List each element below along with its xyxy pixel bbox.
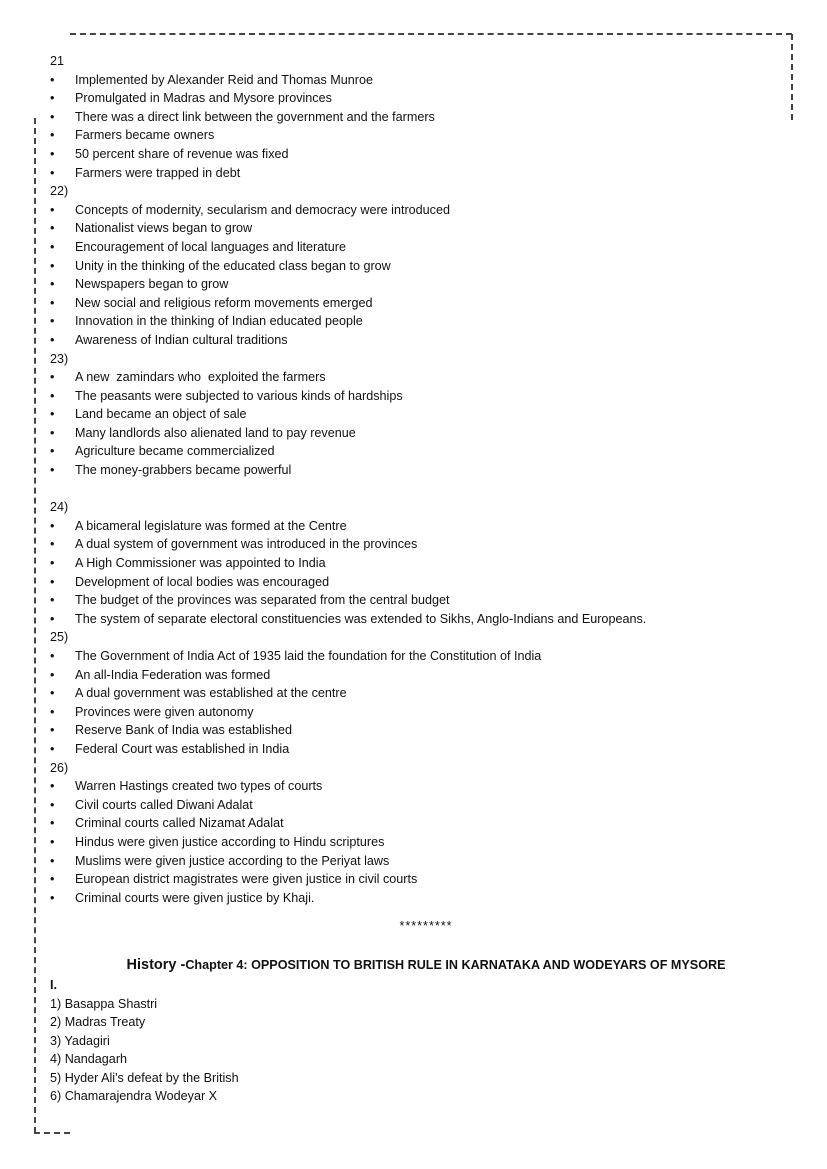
bullet-item	[50, 814, 770, 833]
bullet-icon: •	[50, 388, 55, 403]
bullet-text: The Government of India Act of 1935 laid the foundation for the Constitution of India	[75, 649, 542, 663]
bullet-item	[50, 424, 770, 443]
bullet-item	[50, 71, 770, 90]
bullet-icon: •	[50, 890, 55, 905]
bullet-item	[50, 647, 770, 666]
bullet-item	[50, 201, 770, 220]
bullet-text: Nationalist views began to grow	[75, 221, 253, 236]
bullet-text: Muslims were given justice according to the Periyat laws	[75, 853, 390, 868]
bullet-item	[50, 610, 770, 629]
bullet-icon: •	[50, 574, 55, 589]
bullet-icon: •	[50, 295, 55, 310]
bullet-icon: •	[50, 370, 55, 385]
bullet-text: Criminal courts were given justice by Khaji.	[75, 890, 315, 905]
bullet-icon: •	[50, 128, 55, 143]
bullet-text: Hindus were given justice according to Hindu scriptures	[75, 834, 385, 849]
bullet-icon: •	[50, 258, 55, 273]
chapter-title: Chapter 4: OPPOSITION TO BRITISH RULE IN KARNATAKA AND WODEYARS OF MYSORE	[185, 957, 726, 972]
bullet-text: The peasants were subjected to various kinds of hardships	[75, 388, 403, 403]
bullet-text: Civil courts called Diwani Adalat	[75, 797, 253, 812]
bullet-text: The system of separate electoral constituencies was extended to Sikhs, Anglo-Indians and Europeans.	[75, 611, 647, 626]
bullet-icon: •	[50, 686, 55, 701]
bullet-text: The budget of the provinces was separated from the central budget	[75, 593, 450, 608]
bullet-item	[50, 740, 770, 759]
bullet-text: Concepts of modernity, secularism and democracy were introduced	[75, 202, 450, 217]
answer-item: 3) Yadagiri	[50, 1033, 110, 1048]
bullet-item	[50, 852, 770, 871]
bullet-text: European district magistrates were given justice in civil courts	[75, 872, 418, 887]
bullet-item	[50, 591, 770, 610]
bullet-text: Awareness of Indian cultural traditions	[75, 332, 288, 347]
bullet-icon: •	[50, 556, 55, 571]
bullet-icon: •	[50, 797, 55, 812]
bullet-icon: •	[50, 239, 55, 254]
bullet-icon: •	[50, 407, 55, 422]
bullet-icon: •	[50, 425, 55, 440]
bullet-text: A new zamindars who exploited the farmers	[75, 370, 326, 385]
bullet-item	[50, 89, 770, 108]
bullet-icon: •	[50, 779, 55, 794]
bullet-item	[50, 126, 770, 145]
bullet-item	[50, 666, 770, 685]
bullet-text: There was a direct link between the government and the farmers	[75, 109, 435, 124]
bullet-icon: •	[50, 332, 55, 347]
answer-item: 6) Chamarajendra Wodeyar X	[50, 1089, 218, 1104]
answer-item: 5) Hyder Ali's defeat by the British	[50, 1070, 239, 1085]
bullet-icon: •	[50, 834, 55, 849]
bullet-text: Many landlords also alienated land to pay revenue	[75, 425, 356, 440]
bullet-item	[50, 219, 770, 238]
bullet-list	[50, 647, 770, 759]
bullet-item	[50, 145, 770, 164]
bullet-text: A High Commissioner was appointed to India	[75, 556, 326, 571]
bullet-text: An all-India Federation was formed	[75, 667, 271, 682]
bullet-text: Land became an object of sale	[75, 407, 247, 422]
answer-item: 4) Nandagarh	[50, 1052, 128, 1067]
bullet-item	[50, 405, 770, 424]
bullet-icon: •	[50, 667, 55, 682]
bullet-text: A dual system of government was introduced in the provinces	[75, 537, 418, 552]
chapter-heading	[82, 954, 770, 976]
bullet-text: The money-grabbers became powerful	[75, 463, 292, 478]
bullet-item	[50, 554, 770, 573]
bullet-text: Promulgated in Madras and Mysore provinces	[75, 91, 332, 106]
bullet-icon: •	[50, 704, 55, 719]
bullet-list	[50, 777, 770, 907]
answer-item: 1) Basappa Shastri	[50, 996, 158, 1011]
bullet-icon: •	[50, 146, 55, 161]
chapter-subject: History -	[126, 956, 186, 973]
bullet-item	[50, 257, 770, 276]
bullet-item	[50, 108, 770, 127]
bullet-text: A dual government was established at the centre	[75, 686, 347, 701]
bullet-item	[50, 164, 770, 183]
question-block-24	[50, 498, 770, 628]
bullet-item	[50, 777, 770, 796]
bullet-list	[50, 201, 770, 350]
bullet-icon: •	[50, 221, 55, 236]
bullet-item	[50, 238, 770, 257]
bullet-text: Criminal courts called Nizamat Adalat	[75, 816, 284, 831]
bullet-item	[50, 889, 770, 908]
answer-list	[50, 995, 770, 1107]
bullet-icon: •	[50, 277, 55, 292]
question-block-21	[50, 52, 770, 182]
question-number: 24)	[50, 500, 69, 515]
question-number: 21	[50, 54, 65, 68]
bullet-icon: •	[50, 518, 55, 533]
answer-item: 2) Madras Treaty	[50, 1015, 146, 1030]
question-block-23	[50, 350, 770, 480]
question-block-22	[50, 182, 770, 349]
bullet-list	[50, 368, 770, 480]
question-block-25	[50, 628, 770, 758]
bullet-text: Farmers were trapped in debt	[75, 165, 241, 180]
bullet-text: Agriculture became commercialized	[75, 444, 275, 459]
question-number: 26)	[50, 760, 69, 775]
question-number: 25)	[50, 630, 69, 645]
bullet-text: 50 percent share of revenue was fixed	[75, 146, 289, 161]
bullet-text: A bicameral legislature was formed at the Centre	[75, 518, 347, 533]
page-border-left	[34, 118, 36, 1133]
bullet-item	[50, 684, 770, 703]
section-separator: *********	[399, 919, 453, 934]
bullet-icon: •	[50, 202, 55, 217]
bullet-text: Newspapers began to grow	[75, 277, 229, 292]
bullet-icon: •	[50, 853, 55, 868]
bullet-icon: •	[50, 741, 55, 756]
bullet-icon: •	[50, 463, 55, 478]
bullet-item	[50, 387, 770, 406]
bullet-icon: •	[50, 72, 55, 87]
bullet-text: Development of local bodies was encouraged	[75, 574, 330, 589]
bullet-list	[50, 71, 770, 183]
bullet-text: Unity in the thinking of the educated class began to grow	[75, 258, 391, 273]
bullet-item	[50, 573, 770, 592]
bullet-icon: •	[50, 165, 55, 180]
bullet-text: Reserve Bank of India was established	[75, 723, 293, 738]
bullet-text: Farmers became owners	[75, 128, 215, 143]
bullet-icon: •	[50, 593, 55, 608]
bullet-item	[50, 312, 770, 331]
document-content	[50, 52, 770, 1106]
bullet-item	[50, 294, 770, 313]
bullet-item	[50, 368, 770, 387]
bullet-item	[50, 275, 770, 294]
bullet-icon: •	[50, 537, 55, 552]
bullet-list	[50, 517, 770, 629]
bullet-icon: •	[50, 723, 55, 738]
question-block-26	[50, 759, 770, 908]
bullet-icon: •	[50, 109, 55, 124]
bullet-text: Implemented by Alexander Reid and Thomas Munroe	[75, 72, 373, 87]
bullet-text: Provinces were given autonomy	[75, 704, 254, 719]
page-border-right	[791, 34, 793, 120]
bullet-item	[50, 442, 770, 461]
bullet-item	[50, 796, 770, 815]
bullet-icon: •	[50, 649, 55, 663]
bullet-text: Innovation in the thinking of Indian educated people	[75, 314, 363, 329]
bullet-icon: •	[50, 611, 55, 626]
bullet-icon: •	[50, 444, 55, 459]
bullet-item	[50, 703, 770, 722]
bullet-item	[50, 535, 770, 554]
page-border-bottom	[34, 1132, 70, 1134]
bullet-item	[50, 721, 770, 740]
bullet-text: New social and religious reform movements emerged	[75, 295, 373, 310]
bullet-icon: •	[50, 314, 55, 329]
bullet-item	[50, 331, 770, 350]
bullet-item	[50, 833, 770, 852]
bullet-icon: •	[50, 91, 55, 106]
bullet-icon: •	[50, 872, 55, 887]
question-number: 23)	[50, 351, 69, 366]
blank-line	[50, 480, 770, 499]
bullet-text: Warren Hastings created two types of courts	[75, 779, 323, 794]
bullet-item	[50, 870, 770, 889]
page-border-top	[70, 33, 792, 35]
bullet-text: Federal Court was established in India	[75, 741, 290, 756]
bullet-item	[50, 461, 770, 480]
section-label: I.	[50, 977, 57, 992]
question-number: 22)	[50, 184, 69, 199]
bullet-text: Encouragement of local languages and literature	[75, 239, 346, 254]
bullet-item	[50, 517, 770, 536]
bullet-icon: •	[50, 816, 55, 831]
